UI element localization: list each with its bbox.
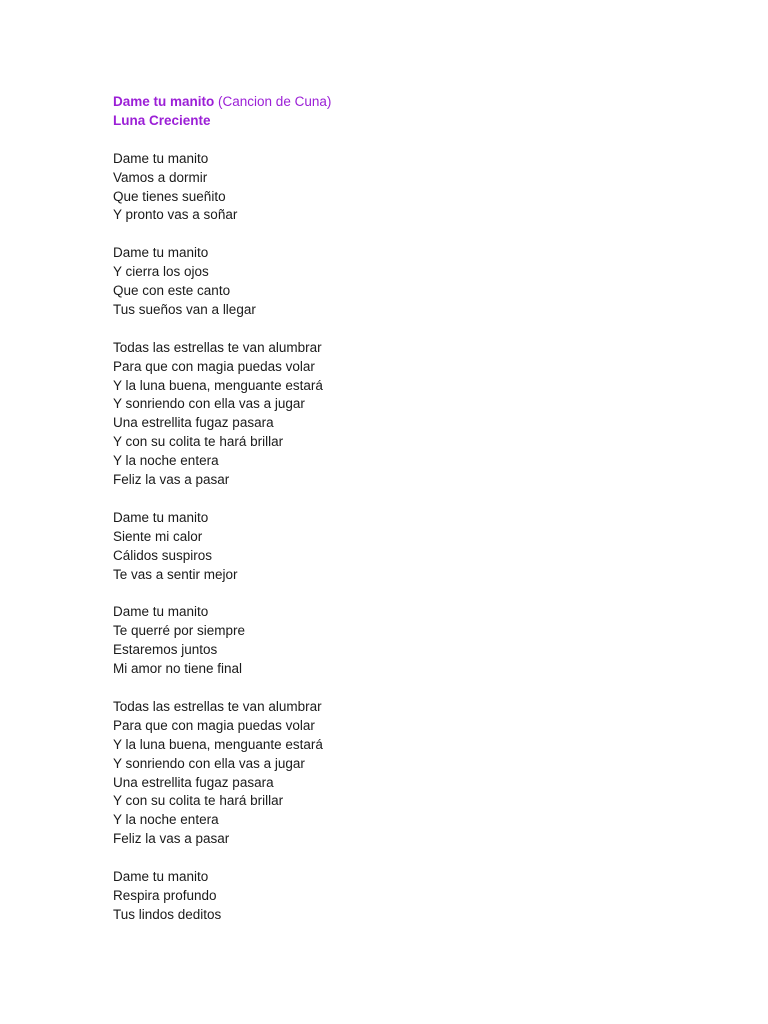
stanza [113,698,713,849]
lyric-line: Te querré por siempre [113,623,246,639]
song-title-line [113,93,713,112]
stanza [113,339,713,490]
lyric-line: Todas las estrellas te van alumbrar [113,339,322,355]
song-author: Luna Creciente [113,112,211,128]
lyric-line: Respira profundo [113,887,217,903]
lyric-line: Estaremos juntos [113,642,218,658]
lyric-line: Y la noche entera [113,453,219,469]
lyric-line: Y sonriendo con ella vas a jugar [113,755,305,771]
lyric-line: Una estrellita fugaz pasara [113,415,274,431]
lyric-line: Y cierra los ojos [113,264,209,280]
lyric-line: Te vas a sentir mejor [113,566,238,582]
stanza [113,150,713,226]
lyric-line: Feliz la vas a pasar [113,472,230,488]
lyric-line: Que con este canto [113,283,231,299]
lyric-line: Dame tu manito [113,869,209,885]
lyric-line: Y con su colita te hará brillar [113,434,284,450]
document-page [113,93,713,925]
song-subtitle: (Cancion de Cuna) [218,94,332,109]
lyric-line: Para que con magia puedas volar [113,717,315,733]
lyric-line: Dame tu manito [113,604,209,620]
lyric-line: Y la luna buena, menguante estará [113,377,323,393]
lyric-line: Tus lindos deditos [113,906,222,922]
song-title: Dame tu manito [113,94,215,109]
lyric-line: Que tienes sueñito [113,188,226,204]
stanza [113,244,713,320]
lyric-line: Siente mi calor [113,528,203,544]
lyric-line: Y con su colita te hará brillar [113,793,284,809]
lyric-line: Y la noche entera [113,812,219,828]
lyric-line: Tus sueños van a llegar [113,301,256,317]
stanza [113,868,713,925]
lyric-line: Para que con magia puedas volar [113,358,315,374]
lyric-line: Una estrellita fugaz pasara [113,774,274,790]
lyric-line: Y pronto vas a soñar [113,207,238,223]
lyric-line: Y la luna buena, menguante estará [113,736,323,752]
lyric-line: Dame tu manito [113,245,209,261]
lyric-line: Todas las estrellas te van alumbrar [113,698,322,714]
lyric-line: Cálidos suspiros [113,547,213,563]
lyrics-body [113,150,713,925]
lyric-line: Dame tu manito [113,509,209,525]
stanza [113,509,713,585]
stanza [113,603,713,679]
lyric-line: Dame tu manito [113,150,209,166]
lyric-line: Vamos a dormir [113,169,208,185]
lyric-line: Y sonriendo con ella vas a jugar [113,396,305,412]
lyric-line: Feliz la vas a pasar [113,831,230,847]
lyric-line: Mi amor no tiene final [113,661,243,677]
